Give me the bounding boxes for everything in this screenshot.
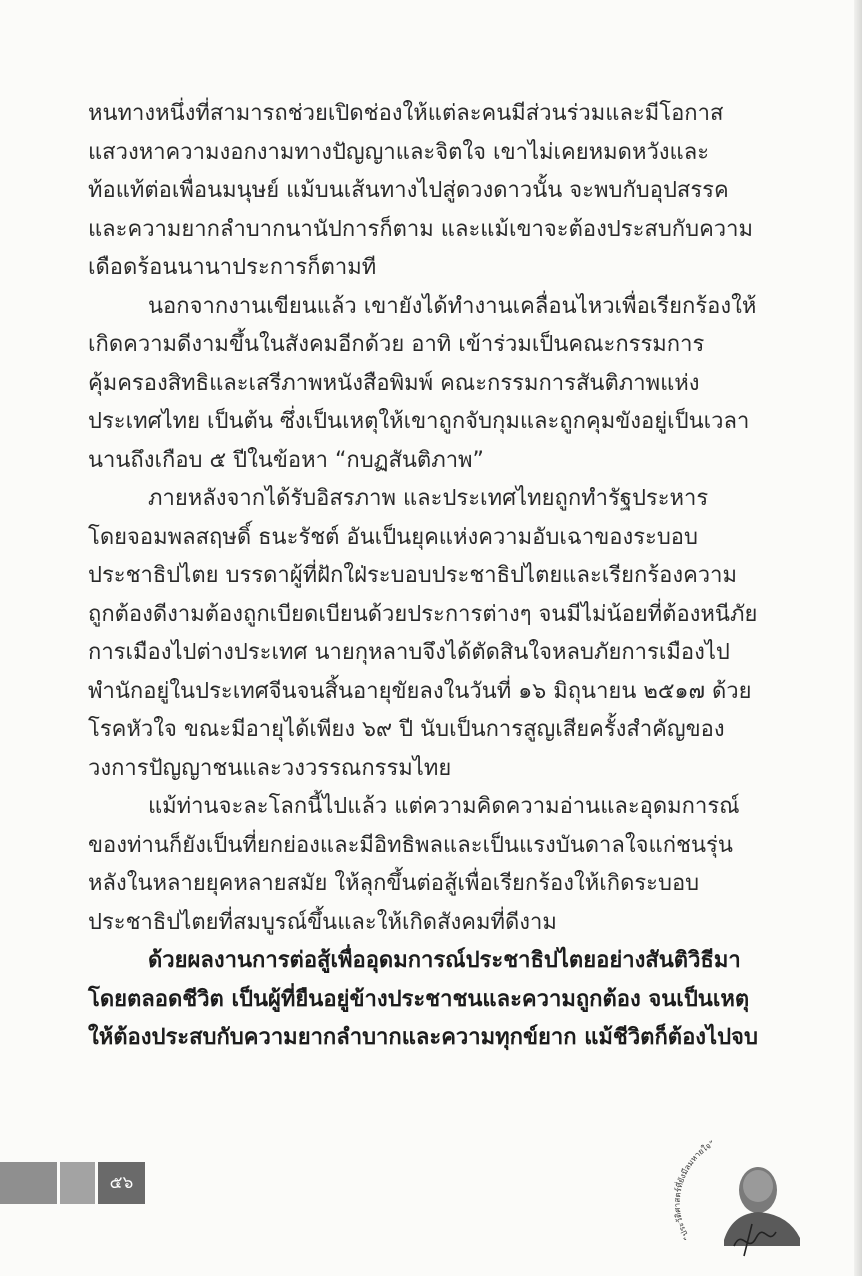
text-line (88, 519, 788, 558)
line-text: ประชาธิปไตยที่สมบูรณ์ขึ้นและให้เกิดสังคมที่ดีงาม (88, 909, 557, 935)
text-line (88, 827, 788, 866)
page-number-tab (0, 1162, 145, 1204)
text-line (88, 134, 788, 173)
line-text: วงการปัญญาชนและวงวรรณกรรมไทย (88, 755, 452, 781)
logo-arc-text (673, 1139, 716, 1242)
line-text: ด้วยผลงานการต่อสู้เพื่ออุดมการณ์ประชาธิปไตยอย่างสันติวิธีมา (148, 948, 741, 973)
text-line (88, 442, 788, 481)
line-text: หนทางหนึ่งที่สามารถช่วยเปิดช่องให้แต่ละคนมีส่วนร่วมและมีโอกาส (88, 101, 724, 126)
text-line (88, 750, 788, 789)
line-text: นอกจากงานเขียนแล้ว เขายังได้ทำงานเคลื่อนไหวเพื่อเรียกร้องให้ (148, 293, 757, 319)
tab-block-light (57, 1162, 95, 1204)
line-text: โดยตลอดชีวิต เป็นผู้ที่ยืนอยู่ข้างประชาชนและความถูกต้อง จนเป็นเหตุ (88, 986, 750, 1012)
bold-text-line (88, 1019, 788, 1058)
text-line (88, 172, 788, 211)
line-text: ภายหลังจากได้รับอิสรภาพ และประเทศไทยถูกทำรัฐประหาร (148, 486, 709, 511)
line-text: นานถึงเกือบ ๕ ปีในข้อหา “กบฏสันติภาพ” (88, 447, 484, 473)
line-text: และความยากลำบากนานัปการก็ตาม และแม้เขาจะต้องประสบกับความ (88, 216, 754, 242)
line-text: เกิดความดีงามขึ้นในสังคมอีกด้วย อาทิ เข้าร่วมเป็นคณะกรรมการ (88, 332, 705, 357)
text-line (88, 95, 788, 134)
text-line (88, 211, 788, 250)
text-line (88, 673, 788, 712)
page-edge (854, 0, 862, 1276)
line-text: โดยจอมพลสฤษดิ์ ธนะรัชต์ อันเป็นยุคแห่งความอับเฉาของระบอบ (88, 524, 698, 550)
line-text: แสวงหาความงอกงามทางปัญญาและจิตใจ เขาไม่เคยหมดหวังและ (88, 139, 710, 165)
line-text: ประชาธิปไตย บรรดาผู้ที่ฝักใฝ่ระบอบประชาธิปไตยและเรียกร้องความ (88, 563, 737, 588)
line-text: ของท่านก็ยังเป็นที่ยกย่องและมีอิทธิพลและเป็นแรงบันดาลใจแก่ชนรุ่น (88, 832, 733, 858)
text-line (88, 865, 788, 904)
text-line (88, 557, 788, 596)
paragraph-start-line (88, 788, 788, 827)
text-line (88, 365, 788, 404)
bold-text-line (88, 981, 788, 1020)
page-number: ๕๖ (95, 1162, 145, 1204)
logo-arc-textpath: “ประวัติศาสตร์ที่ยังมีลมหายใจ” (672, 1138, 716, 1242)
text-line (88, 596, 788, 635)
line-text: ท้อแท้ต่อเพื่อนมนุษย์ แม้บนเส้นทางไปสู่ดวงดาวนั้น จะพบกับอุปสรรค (88, 178, 729, 203)
line-text: หลังในหลายยุคหลายสมัย ให้ลุกขึ้นต่อสู้เพื่อเรียกร้องให้เกิดระบอบ (88, 871, 700, 896)
paragraph-start-line (88, 288, 788, 327)
line-text: ให้ต้องประสบกับความยากลำบากและความทุกข์ยาก แม้ชีวิตก็ต้องไปจบ (88, 1025, 758, 1050)
body-text (88, 95, 788, 1058)
line-text: แม้ท่านจะละโลกนี้ไปแล้ว แต่ความคิดความอ่านและอุดมการณ์ (148, 794, 740, 819)
text-line (88, 634, 788, 673)
text-line (88, 403, 788, 442)
text-line (88, 711, 788, 750)
tab-block-dark (0, 1162, 57, 1204)
line-text: ถูกต้องดีงามต้องถูกเบียดเบียนด้วยประการต่างๆ จนมีไม่น้อยที่ต้องหนีภัย (88, 601, 758, 627)
line-text: โรคหัวใจ ขณะมีอายุได้เพียง ๖๙ ปี นับเป็นการสูญเสียครั้งสำคัญของ (88, 717, 725, 742)
line-text: คุ้มครองสิทธิและเสรีภาพหนังสือพิมพ์ คณะกรรมการสันติภาพแห่ง (88, 370, 700, 396)
series-logo (672, 1128, 822, 1258)
portrait-shoulders (724, 1212, 800, 1246)
line-text: การเมืองไปต่างประเทศ นายกุหลาบจึงได้ตัดสินใจหลบภัยการเมืองไป (88, 640, 730, 665)
paragraph-start-line (88, 480, 788, 519)
line-text: เดือดร้อนนานาประการก็ตามที (88, 255, 377, 280)
bold-paragraph-start-line (88, 942, 788, 981)
text-line (88, 249, 788, 288)
portrait-face (743, 1170, 773, 1202)
portrait-logo-icon (672, 1128, 822, 1258)
line-text: ประเทศไทย เป็นต้น ซึ่งเป็นเหตุให้เขาถูกจับกุมและถูกคุมขังอยู่เป็นเวลา (88, 409, 750, 434)
text-line (88, 904, 788, 943)
text-line (88, 326, 788, 365)
line-text: พำนักอยู่ในประเทศจีนจนสิ้นอายุขัยลงในวันที่ ๑๖ มิถุนายน ๒๕๑๗ ด้วย (88, 678, 752, 704)
